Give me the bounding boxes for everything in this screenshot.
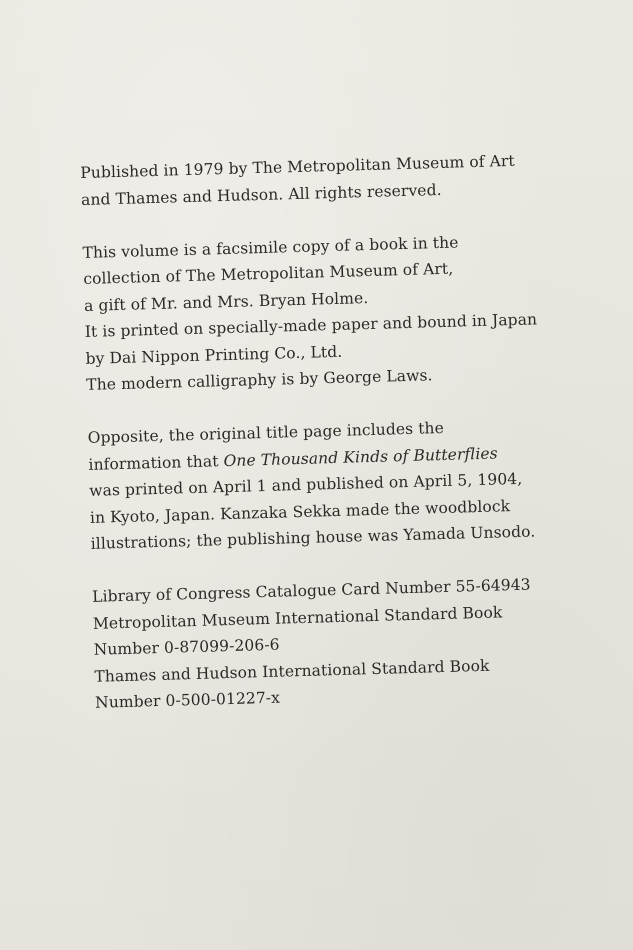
catalogue-line: Library of Congress Catalogue Card Number 55-64943 [91, 575, 531, 606]
facsimile-line: This volume is a facsimile copy of a book in the [82, 232, 459, 262]
publication-paragraph [80, 147, 551, 213]
original-edition-line: Opposite, the original title page includes the [87, 418, 445, 447]
colophon-text [80, 147, 565, 716]
book-title: One Thousand Kinds of Butterflies [223, 443, 498, 470]
original-edition-line: illustrations; the publishing house was Yamada Unsodo. [90, 522, 536, 553]
original-edition-prefix: information that [88, 451, 224, 474]
original-edition-line: in Kyoto, Japan. Kanzaka Sekka made the woodblock [89, 496, 511, 527]
facsimile-line: The modern calligraphy is by George Laws. [86, 366, 433, 394]
facsimile-line: by Dai Nippon Printing Co., Ltd. [85, 342, 343, 368]
facsimile-line: It is printed on specially-made paper and bound in Japan [84, 310, 538, 341]
publication-line: and Thames and Hudson. All rights reserved. [80, 180, 442, 209]
original-edition-line: was printed on April 1 and published on April 5, 1904, [88, 469, 523, 500]
facsimile-line: a gift of Mr. and Mrs. Bryan Holme. [83, 288, 369, 315]
catalogue-line: Number 0-87099-206-6 [93, 635, 280, 659]
facsimile-paragraph [82, 226, 556, 398]
catalogue-line: Number 0-500-01227-x [94, 688, 281, 712]
original-edition-paragraph [87, 412, 561, 558]
catalogue-line: Metropolitan Museum International Standard Book [92, 602, 503, 633]
catalogue-line: Thames and Hudson International Standard Book [94, 656, 490, 686]
catalogue-paragraph [92, 571, 566, 717]
facsimile-line: collection of The Metropolitan Museum of Art, [83, 259, 454, 288]
publication-line: Published in 1979 by The Metropolitan Museum of Art [80, 151, 516, 182]
